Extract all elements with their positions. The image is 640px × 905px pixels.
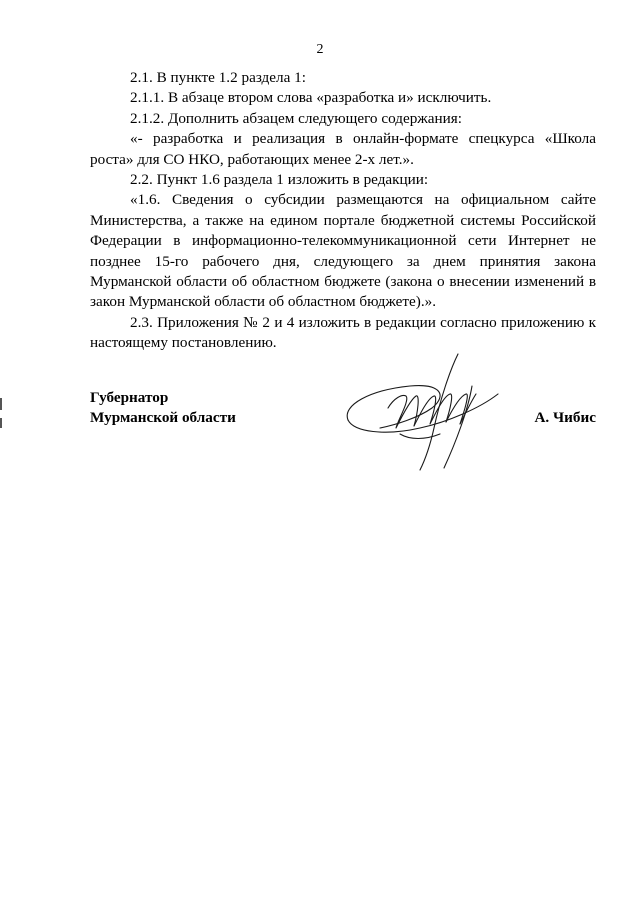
paragraph-quote-school-of-growth: «- разработка и реализация в онлайн-формате спецкурса «Школа роста» для СО НКО, работающих менее 2-х лет.». (90, 130, 596, 168)
signatory-title: Губернатор (90, 389, 169, 406)
paragraph-2-1-1: 2.1.1. В абзаце втором слова «разработка и» исключить. (130, 89, 492, 107)
signatory-name: А. Чибис (534, 409, 596, 426)
document-body (90, 68, 596, 354)
page-number: 2 (316, 42, 324, 57)
handwritten-signature (340, 350, 510, 475)
signatory-position (90, 388, 236, 429)
scan-artifact-mark (0, 418, 2, 428)
paragraph-2-1: 2.1. В пункте 1.2 раздела 1: (130, 69, 306, 86)
paragraph-2-3: 2.3. Приложения № 2 и 4 изложить в редакции согласно приложению к настоящему постановлению. (90, 313, 596, 352)
paragraph-2-2: 2.2. Пункт 1.6 раздела 1 изложить в редакции: (130, 171, 429, 189)
scan-artifact-mark (0, 398, 2, 410)
paragraph-quote-1-6: «1.6. Сведения о субсидии размещаются на официальном сайте Министерства, а также на едином портале бюджетной системы Российской Федерации в информационно-телекоммуникационной сети Интернет не позднее 15-го рабочего дня, следующего за днем принятия закона Мурманской области об областном бюджете (закона о внесении изменений в закон Мурманской области об областном бюджете).». (90, 191, 596, 311)
signatory-region: Мурманской области (90, 409, 236, 427)
paragraph-2-1-2: 2.1.2. Дополнить абзацем следующего содержания: (130, 109, 462, 127)
